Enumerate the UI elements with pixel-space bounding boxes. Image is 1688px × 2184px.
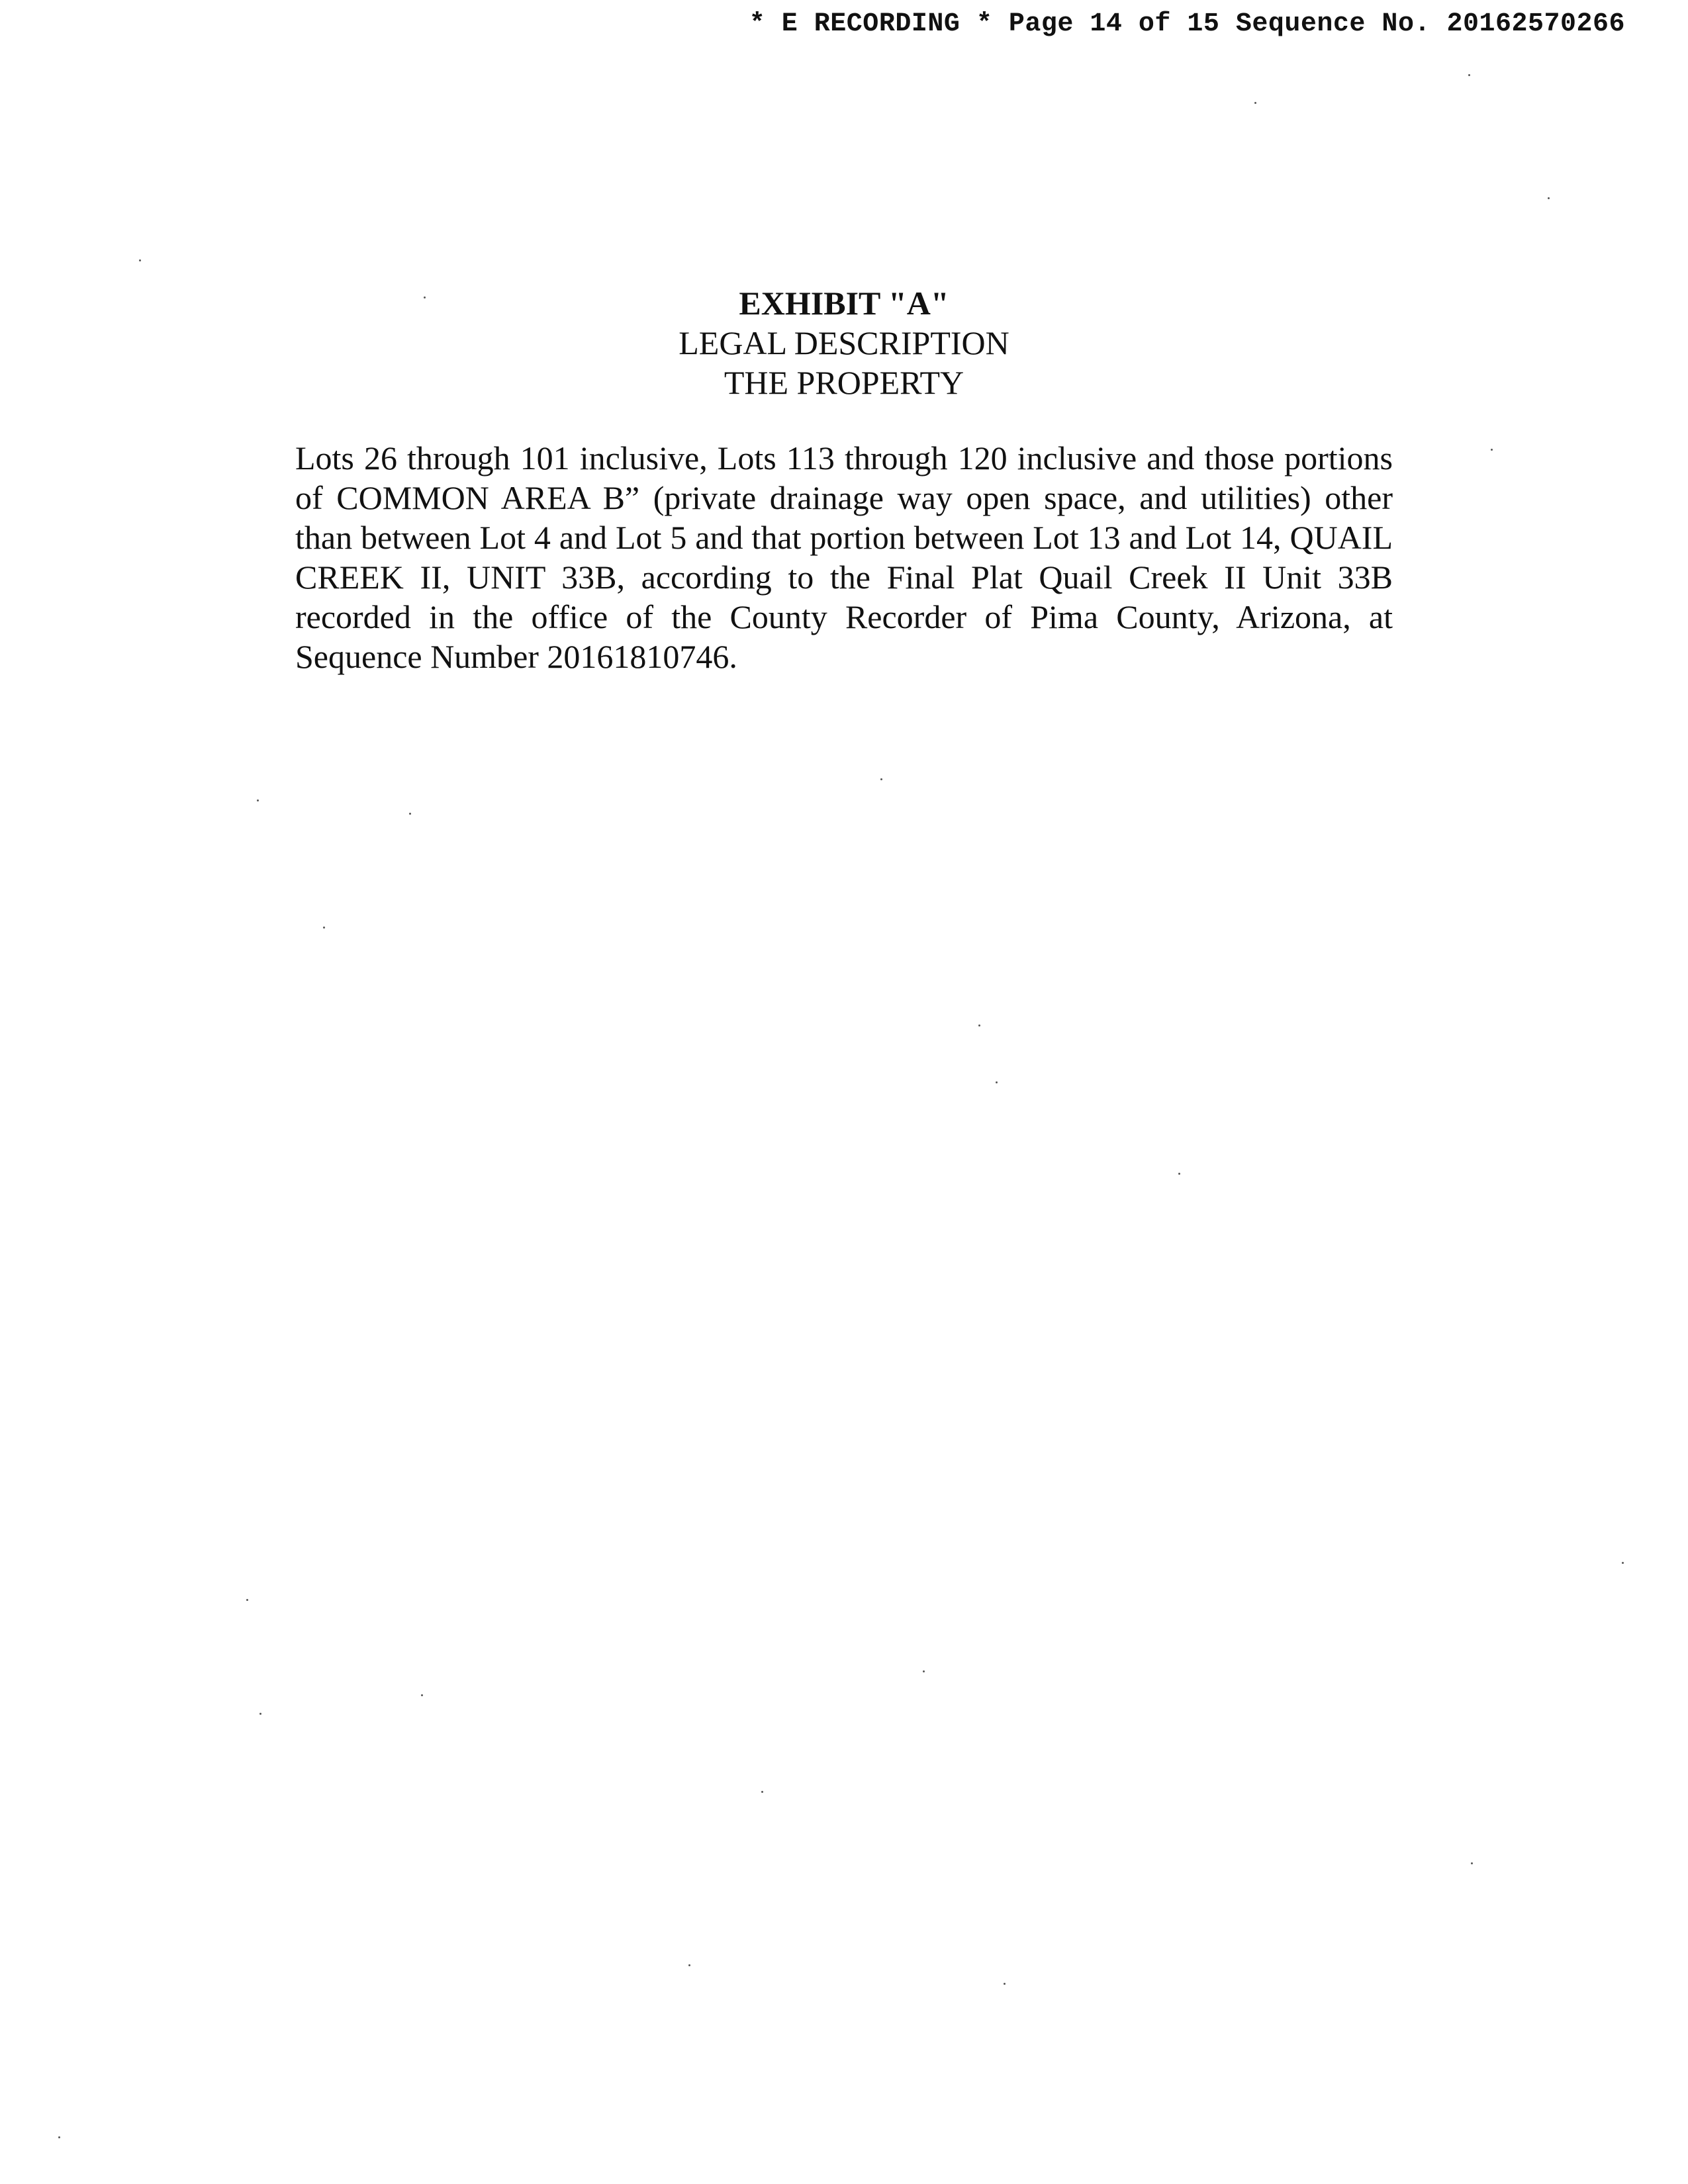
scan-speck: [1548, 197, 1550, 199]
scan-speck: [409, 813, 411, 815]
scan-speck: [58, 2136, 60, 2138]
legal-description-paragraph: Lots 26 through 101 inclusive, Lots 113 through 120 inclusive and those portions of COMMON AREA B” (private drainage way open space, and utilities) other than between Lot 4 and Lot 5 and that portion between Lot 13 and Lot 14, QUAIL CREEK II, UNIT 33B, according to the Final Plat Quail Creek II Unit 33B recorded in the office of the County Recorder of Pima County, Arizona, at Sequence Number 20161810746.: [295, 439, 1393, 675]
scan-speck: [1254, 102, 1256, 104]
scan-speck: [1471, 1862, 1473, 1864]
scan-speck: [139, 259, 141, 261]
scan-speck: [257, 799, 259, 801]
scan-speck: [323, 927, 325, 929]
scan-speck: [1468, 74, 1470, 76]
scan-speck: [761, 1791, 763, 1793]
scan-speck: [1622, 1562, 1624, 1564]
scan-speck: [978, 1024, 980, 1026]
scan-speck: [1178, 1173, 1180, 1175]
exhibit-title: EXHIBIT "A": [739, 285, 949, 322]
scan-speck: [1491, 449, 1493, 451]
recording-stamp: * E RECORDING * Page 14 of 15 Sequence No. 20162570266: [749, 9, 1625, 39]
scan-speck: [424, 296, 426, 298]
scan-speck: [1004, 1983, 1006, 1985]
scan-speck: [421, 1694, 423, 1696]
legal-description-heading: LEGAL DESCRIPTION: [679, 324, 1009, 361]
scan-speck: [996, 1081, 998, 1083]
scan-speck: [688, 1964, 690, 1966]
scan-speck: [880, 778, 882, 780]
exhibit-heading: [0, 283, 1688, 402]
scan-speck: [923, 1670, 925, 1672]
scan-speck: [246, 1599, 248, 1601]
property-heading: THE PROPERTY: [724, 364, 964, 401]
scan-speck: [259, 1713, 261, 1715]
